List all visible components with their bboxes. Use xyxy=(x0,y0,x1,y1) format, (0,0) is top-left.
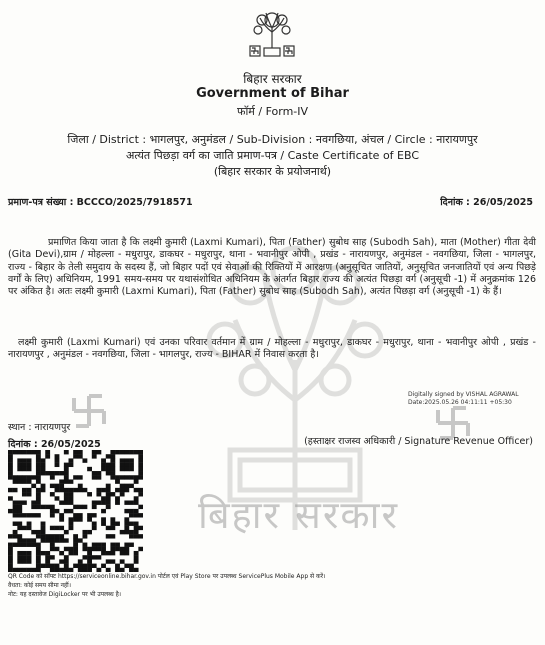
footer-qr-note: QR Code को सॉफ्ट https://serviceonline.bihar.gov.in पोर्टल एवं Play Store पर उपलब्ध ServicePlus Mobile App से करें। xyxy=(8,573,326,580)
digital-signature xyxy=(408,391,519,407)
form-number: फॉर्म / Form-IV xyxy=(236,105,309,118)
officer-signature-label: (हस्ताक्षर राजस्व अधिकारी / Signature Revenue Officer) xyxy=(304,436,533,447)
state-name-english: Government of Bihar xyxy=(196,86,349,101)
signed-by: Digitally signed by VISHAL AGRAWAL xyxy=(408,391,519,398)
purpose-line: (बिहार सरकार के प्रयोजनार्थ) xyxy=(213,165,332,178)
district-line: जिला / District : भागलपुर, अनुमंडल / Sub-Division : नवगछिया, अंचल / Circle : नारायणपुर xyxy=(67,133,478,146)
swastika-icon xyxy=(70,392,108,430)
issue-date: दिनांक : 26/05/2025 xyxy=(440,197,533,208)
certificate-number: प्रमाण-पत्र संख्या : BCCCO/2025/7918571 xyxy=(8,197,193,208)
watermark-text: बिहार सरकार xyxy=(198,493,399,537)
bottom-date: दिनांक : 26/05/2025 xyxy=(8,439,101,450)
qr-code-icon[interactable] xyxy=(8,450,143,572)
bihar-emblem-icon xyxy=(246,8,298,58)
certificate-body-paragraph: प्रमाणित किया जाता है कि लक्ष्मी कुमारी (Laxmi Kumari), पिता (Father) सुबोध साह (Subodh Sah), माता (Mother) गीता देवी (Gita Devi),ग्राम / मोहल्ला - मधुरापुर, डाकघर - मधुरापुर, थाना - भवानीपुर ओपी , प्रखंड - नारायणपुर, अनुमंडल - नवगछिया, जिला - भागलपुर, राज्य - बिहार के तेली समुदाय के सदस्य हैं, जो बिहार पदों एवं सेवाओं की रिक्तियों में आरक्षण (अनुसूचित जातियों, अनुसूचित जनजातियों एवं अन्य पिछड़े वर्गों के लिए) अधिनियम, 1991 समय-समय पर यथासंशोधित अधिनियम के अंतर्गत बिहार राज्य की अत्यंत पिछड़ा वर्ग (अनुसूची -1) में अनुक्रमांक 126 पर अंकित है। अतः लक्ष्मी कुमारी (Laxmi Kumari), पिता (Father) सुबोध साह (Subodh Sah), अत्यंत पिछड़ा वर्ग (अनुसूची -1) के हैं। xyxy=(8,237,536,298)
footer-digilocker-note: नोट: यह दस्तावेज DigiLocker पर भी उपलब्ध है। xyxy=(8,591,122,598)
place: स्थान : नारायणपुर xyxy=(8,422,71,433)
certificate-title: अत्यंत पिछड़ा वर्ग का जाति प्रमाण-पत्र / Caste Certificate of EBC xyxy=(125,149,420,162)
signed-date: Date:2025.05.26 04:11:11 +05:30 xyxy=(408,399,512,406)
footer-validity: वैधता: कोई समय सीमा नहीं। xyxy=(8,582,71,589)
residence-paragraph: लक्ष्मी कुमारी (Laxmi Kumari) एवं उनका परिवार वर्तमान में ग्राम / मोहल्ला - मधुरापुर, डाकघर - मधुरापुर, थाना - भवानीपुर ओपी , प्रखंड - नारायणपुर , अनुमंडल - नवगछिया, जिला - भागलपुर, राज्य - BIHAR में निवास करता है। xyxy=(8,337,536,361)
state-name-hindi: बिहार सरकार xyxy=(243,72,302,86)
